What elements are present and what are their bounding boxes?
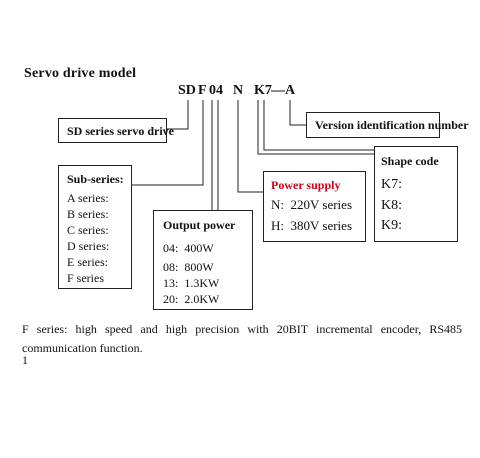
model-code-f: F: [198, 83, 207, 98]
page-number: 1: [22, 353, 28, 367]
version-label: Version identification number: [315, 118, 469, 132]
power-supply-box: [263, 171, 366, 242]
shape-code-box: [374, 146, 458, 242]
model-code-04: 04: [209, 83, 223, 98]
sd-series-label: SD series servo drive: [67, 124, 174, 138]
output-power-item: 08: 800W: [163, 260, 214, 274]
sub-series-box: [58, 165, 132, 289]
model-code-dash: —: [271, 83, 285, 98]
connector-a: [290, 100, 306, 125]
sd-series-box: [58, 118, 174, 143]
output-power-item: 04: 400W: [163, 241, 214, 255]
power-supply-item: N: 220V series: [271, 197, 353, 212]
output-power-item: 20: 2.0KW: [163, 292, 220, 306]
output-power-box: [153, 210, 253, 310]
version-box: [306, 112, 469, 138]
sub-series-item: B series:: [67, 207, 109, 221]
sub-series-heading: Sub-series:: [67, 172, 124, 186]
shape-code-item: K8:: [381, 198, 402, 213]
sub-series-item: F series: [67, 271, 104, 285]
connector-n: [238, 100, 263, 192]
footnote: F series: high speed and high precision with 20BIT incremental encoder, RS485 communication function.: [22, 322, 462, 355]
output-power-heading: Output power: [163, 218, 236, 232]
sub-series-item: E series:: [67, 255, 108, 269]
sub-series-item: D series:: [67, 239, 110, 253]
output-power-item: 13: 1.3KW: [163, 276, 220, 290]
shape-code-heading: Shape code: [381, 154, 439, 168]
model-code-sd: SD: [178, 83, 196, 98]
model-code-k7: K7: [254, 83, 272, 98]
sub-series-item: A series:: [67, 191, 109, 205]
sub-series-item: C series:: [67, 223, 109, 237]
model-code-n: N: [233, 83, 244, 98]
model-code-a: A: [285, 83, 296, 98]
shape-code-item: K7:: [381, 177, 402, 192]
power-supply-item: H: 380V series: [271, 218, 353, 233]
power-supply-heading: Power supply: [271, 178, 341, 192]
page-title: Servo drive model: [24, 66, 137, 81]
shape-code-item: K9:: [381, 218, 402, 233]
